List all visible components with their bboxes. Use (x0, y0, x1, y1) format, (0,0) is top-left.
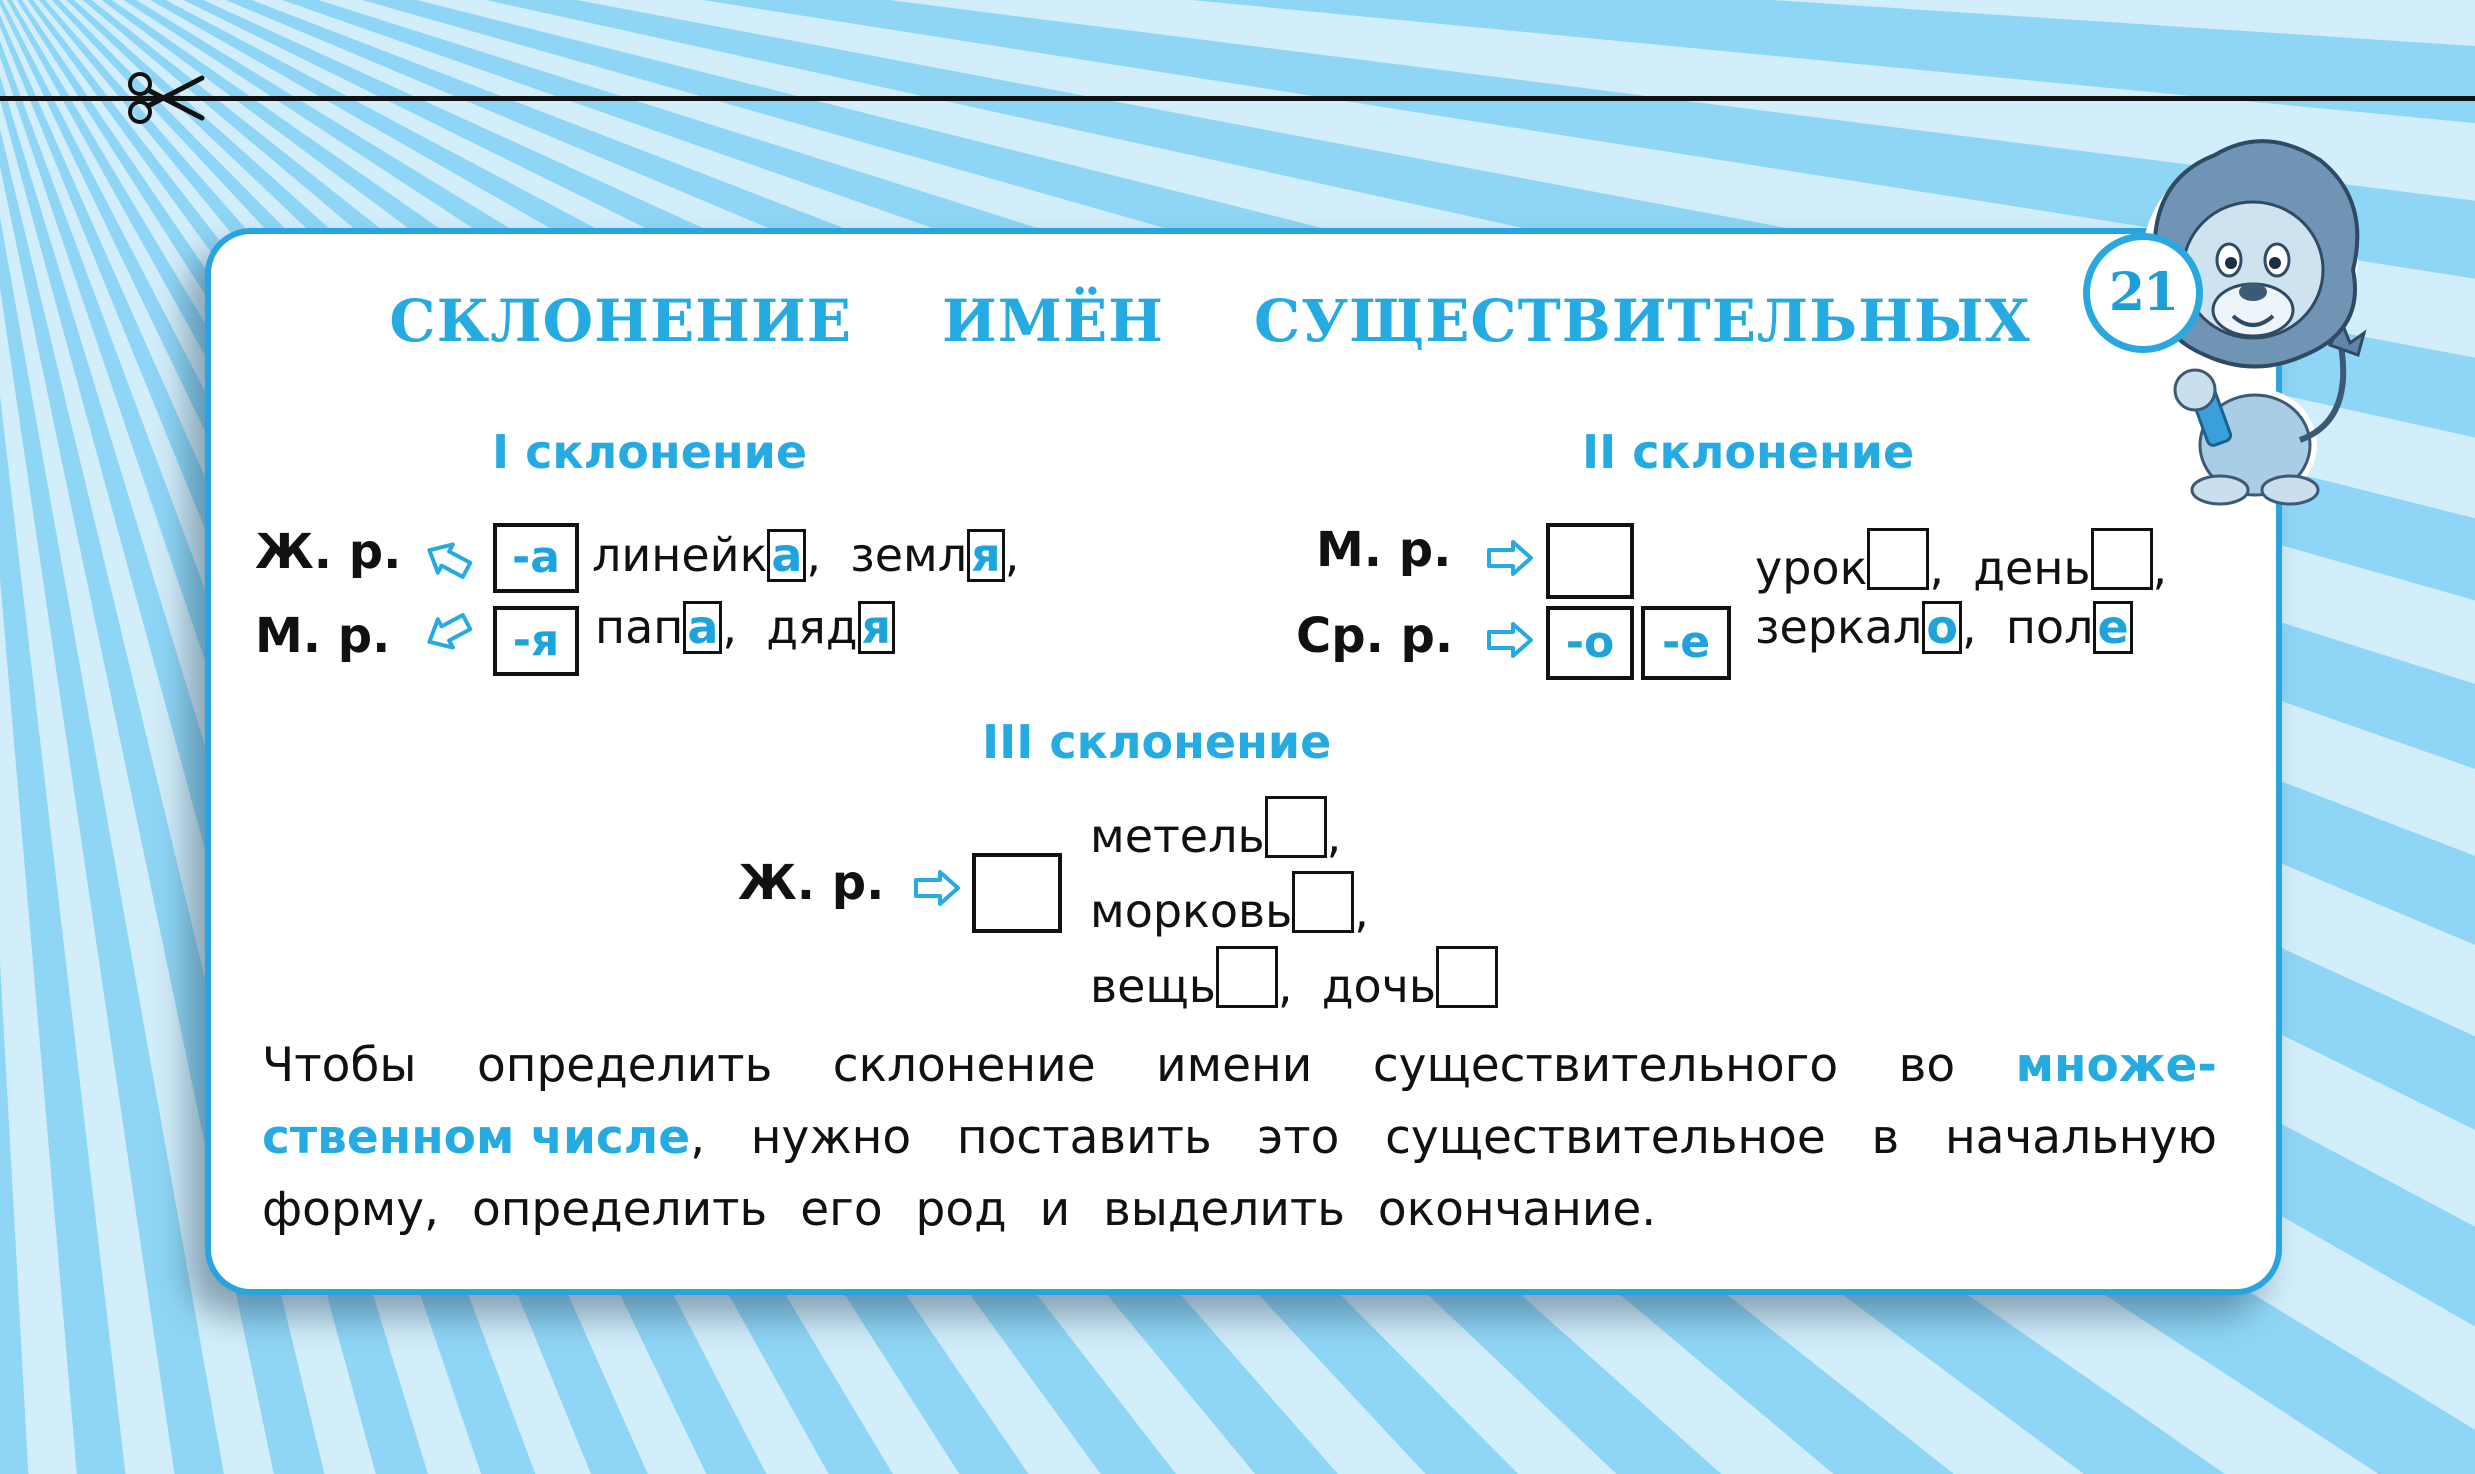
word-ending: о (1922, 601, 1962, 654)
word-stem: линейк (592, 528, 768, 582)
word-ending: я (967, 529, 1005, 582)
word-stem: метель (1090, 809, 1265, 863)
word-stem: зеркал (1755, 600, 1923, 654)
rule-highlight: множе- (2015, 1038, 2217, 1093)
word-stem: вещь (1090, 959, 1216, 1013)
blank-ending (1265, 796, 1327, 858)
rule-line-3 (262, 1174, 2217, 1246)
word-stem: земл (850, 528, 968, 582)
word-ending: е (2093, 601, 2132, 654)
title-word-1: СКЛОНЕНИЕ (389, 287, 852, 355)
rule-word: склонение (832, 1038, 1096, 1093)
rule-word: определить (476, 1038, 773, 1093)
cut-line (0, 96, 2475, 101)
rule-word: определить (471, 1182, 768, 1237)
rule-word: форму, (262, 1182, 439, 1237)
rule-word: род (915, 1182, 1007, 1237)
second-row1-examples: урок , день , (1755, 528, 2167, 595)
rule-word: окончание. (1377, 1182, 1657, 1237)
rule-word: нужно (750, 1110, 912, 1165)
second-row1-ending-box (1546, 523, 1634, 599)
word-ending: а (767, 529, 806, 582)
first-row1-ending-box: -а (493, 523, 579, 593)
rule-word: Чтобы (262, 1038, 417, 1093)
third-examples: метель , морковь , вещь , дочь (1090, 796, 1498, 1021)
second-row1-gender: М. р. (1316, 522, 1452, 578)
first-row2-gender: М. р. (255, 608, 391, 664)
rule-word: это (1257, 1110, 1340, 1165)
word-ending: а (683, 601, 722, 654)
second-declension-heading: II склонение (1582, 425, 1915, 479)
arrow-left-icon (423, 610, 473, 654)
first-row1-examples: линейка, земля, (592, 528, 1020, 582)
third-declension-heading: III склонение (982, 715, 1332, 769)
rule-paragraph (262, 1030, 2217, 1246)
rule-line-2 (262, 1102, 2217, 1174)
word-stem: дочь (1321, 959, 1436, 1013)
first-row2-ending-box: -я (493, 606, 579, 676)
arrow-right-icon (1485, 536, 1535, 580)
rule-word: во (1898, 1038, 1956, 1093)
page-number: 21 (2083, 233, 2203, 353)
rule-highlight: ственном числе (262, 1110, 691, 1165)
word-stem: пап (595, 600, 684, 654)
rule-word: , (690, 1110, 706, 1165)
title-word-2: ИМЁН (941, 287, 1164, 355)
word-stem: день (1973, 541, 2091, 595)
second-row2-gender: Ср. р. (1296, 608, 1454, 664)
blank-ending (1292, 871, 1354, 933)
second-row2-ending-box-e: -е (1641, 606, 1731, 680)
third-gender: Ж. р. (738, 855, 885, 911)
rule-line-1 (262, 1030, 2217, 1102)
blank-ending (2091, 528, 2153, 590)
first-declension-heading: I склонение (492, 425, 808, 479)
rule-word: имени (1156, 1038, 1313, 1093)
word-stem: дяд (766, 600, 858, 654)
rule-word: в (1871, 1110, 1900, 1165)
word-stem: морковь (1090, 884, 1293, 938)
rule-word: существительное (1385, 1110, 1826, 1165)
first-row2-examples: папа, дядя (595, 600, 895, 654)
arrow-right-icon (912, 866, 962, 910)
second-row2-ending-box-o: -о (1546, 606, 1634, 680)
first-row1-gender: Ж. р. (255, 524, 402, 580)
rule-word: его (800, 1182, 883, 1237)
second-row2-examples: зеркало, поле (1755, 600, 2133, 654)
page-title (300, 286, 2120, 366)
rule-word: существительного (1372, 1038, 1839, 1093)
scissors-icon (126, 66, 206, 130)
arrow-left-icon (423, 538, 473, 582)
arrow-right-icon (1485, 618, 1535, 662)
third-ending-box (972, 853, 1062, 933)
word-stem: урок (1755, 541, 1868, 595)
rule-word: выделить (1103, 1182, 1345, 1237)
rule-word: и (1039, 1182, 1071, 1237)
title-word-3: СУЩЕСТВИТЕЛЬНЫХ (1253, 287, 2031, 355)
word-ending: я (858, 601, 896, 654)
blank-ending (1436, 946, 1498, 1008)
rule-word: поставить (956, 1110, 1212, 1165)
rule-word: начальную (1944, 1110, 2217, 1165)
blank-ending (1216, 946, 1278, 1008)
word-stem: пол (2005, 600, 2094, 654)
blank-ending (1867, 528, 1929, 590)
